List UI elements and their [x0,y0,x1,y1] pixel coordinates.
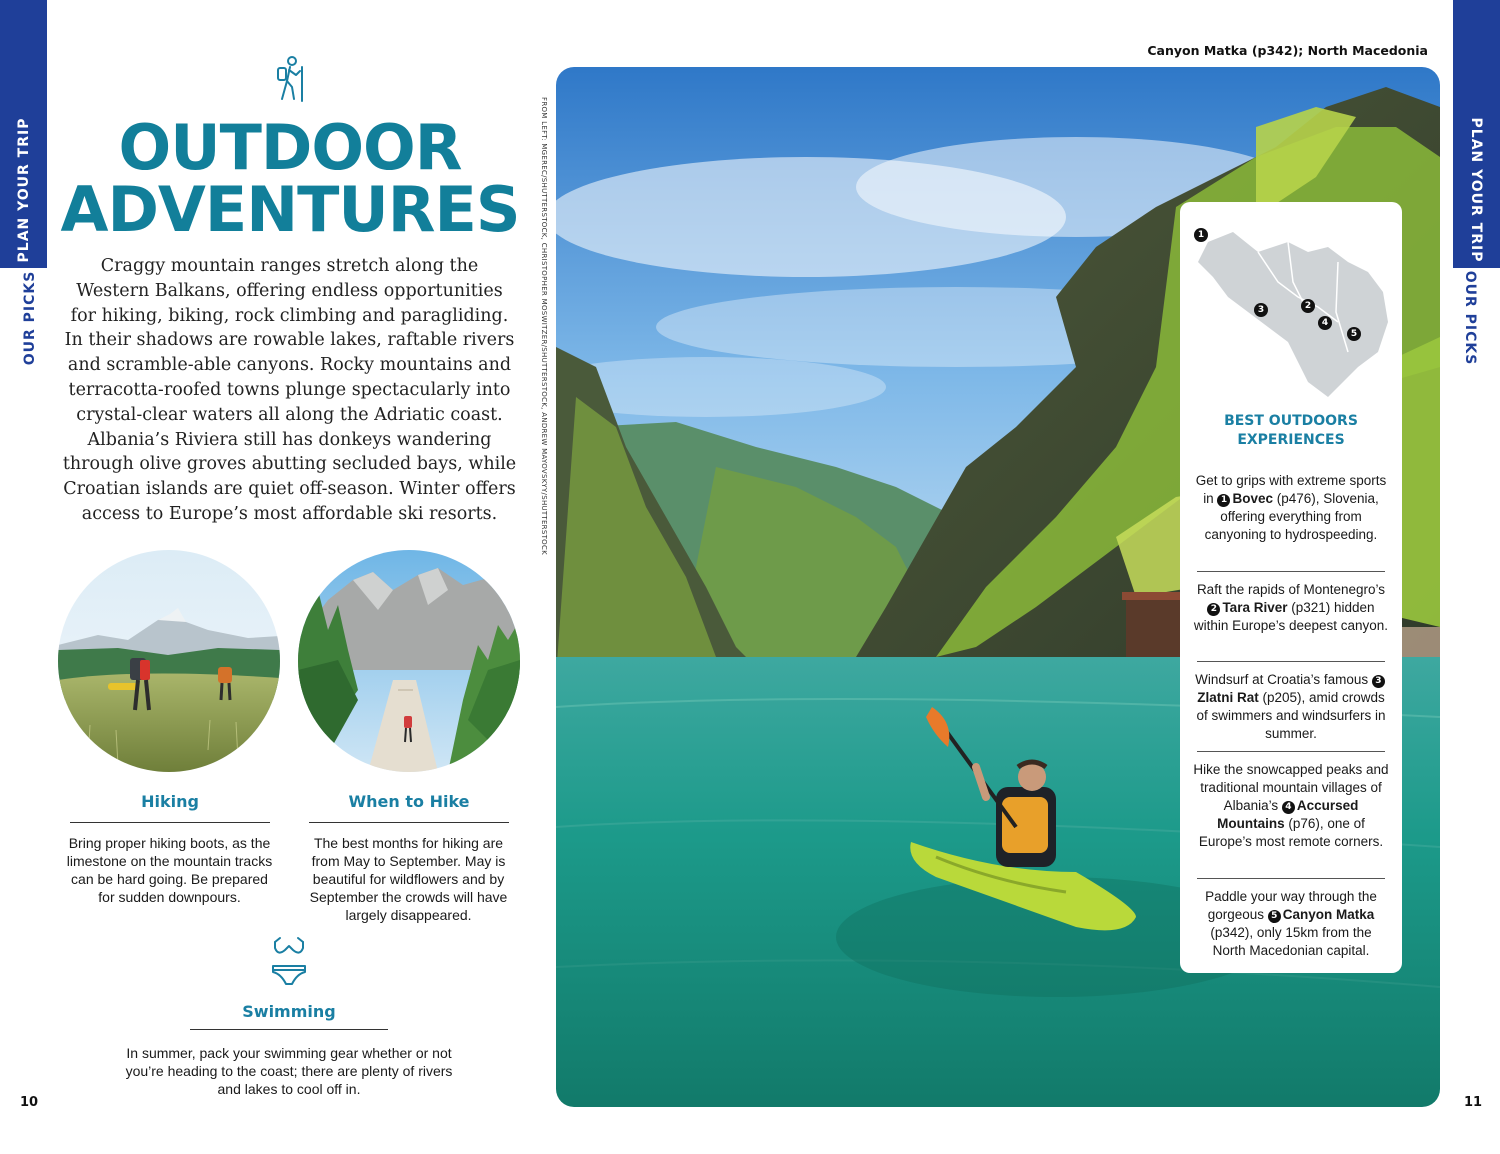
best-outdoors-card [1180,202,1402,973]
experience-item: Get to grips with extreme sports in 1 Bovec (p476), Slovenia, offering everything from canyoning to hydrospeeding. [1195,473,1387,542]
our-picks-label-right[interactable]: OUR PICKS [1462,270,1478,366]
experience-item: Paddle your way through the gorgeous 5 Canyon Matka (p342), only 15km from the North Macedonian capital. [1205,889,1377,958]
when-to-hike-text: The best months for hiking are from May to September. May is beautiful for wildflowers and by September the crowds will have largely disappeared. [309,835,508,923]
card-divider [1197,878,1385,879]
swimming-rule [190,1029,388,1030]
side-tab-label-right: PLAN YOUR TRIP [1468,117,1484,263]
hiking-rule [70,822,270,823]
photo-caption: Canyon Matka (p342); North Macedonia [1147,43,1428,58]
hikers-photo [58,550,280,772]
hiking-heading: Hiking [141,792,199,811]
page-number-left: 10 [20,1095,39,1110]
hiker-icon [272,55,308,103]
our-picks-label-left[interactable]: OUR PICKS [22,270,38,366]
page-number-right: 11 [1464,1095,1483,1110]
map-marker-1: 1 [1194,228,1208,242]
experience-item: Raft the rapids of Montenegro’s 2 Tara River (p321) hidden within Europe’s deepest canyon. [1193,582,1389,633]
side-tab-label-left: PLAN YOUR TRIP [16,117,32,263]
card-divider [1197,751,1385,752]
title-line-2: ADVENTURES [60,173,520,246]
swimming-text: In summer, pack your swimming gear whether or not you’re heading to the coast; there are plenty of rivers and lakes to cool off in. [125,1045,453,1097]
card-divider [1197,571,1385,572]
swimwear-icon [270,936,308,988]
photo-credit: FROM LEFT: MGEREC/SHUTTERSTOCK, CHRISTOPHER MOSWITZER/SHUTTERSTOCK, ANDREW MAYOVSKYY/SHUTTERSTOCK [540,97,548,556]
title-line-1: OUTDOOR [118,111,462,184]
page-title [55,111,525,246]
when-to-hike-rule [309,822,509,823]
experience-item: Hike the snowcapped peaks and traditional mountain villages of Albania’s 4 Accursed Mountains (p76), one of Europe’s most remote corners. [1193,762,1389,849]
trail-photo [298,550,520,772]
balkans-map [1188,212,1394,397]
swimming-heading: Swimming [242,1002,336,1021]
map-marker-5: 5 [1347,327,1361,341]
map-marker-3: 3 [1254,303,1268,317]
map-marker-2: 2 [1301,299,1315,313]
hiking-text: Bring proper hiking boots, as the limestone on the mountain tracks can be hard going. Be prepared for sudden downpours. [66,835,273,905]
intro-paragraph: Craggy mountain ranges stretch along the Western Balkans, offering endless opportunities for hiking, biking, rock climbing and paragliding. In their shadows are rowable lakes, raftable rivers and scramble-able canyons. Rocky mountains and terracotta-roofed towns plunge spectacularly into crystal-clear waters all along the Adriatic coast. Albania’s Riviera still has donkeys wandering through olive groves abutting secluded bays, while Croatian islands are quiet off-season. Winter offers access to Europe’s most affordable ski resorts. [62,256,517,524]
card-divider [1197,661,1385,662]
card-title: BEST OUTDOORS EXPERIENCES [1224,413,1358,448]
when-to-hike-heading: When to Hike [348,792,470,811]
experience-item: Windsurf at Croatia’s famous 3Zlatni Rat (p205), amid crowds of swimmers and windsurfers in summer. [1195,672,1386,741]
map-marker-4: 4 [1318,316,1332,330]
